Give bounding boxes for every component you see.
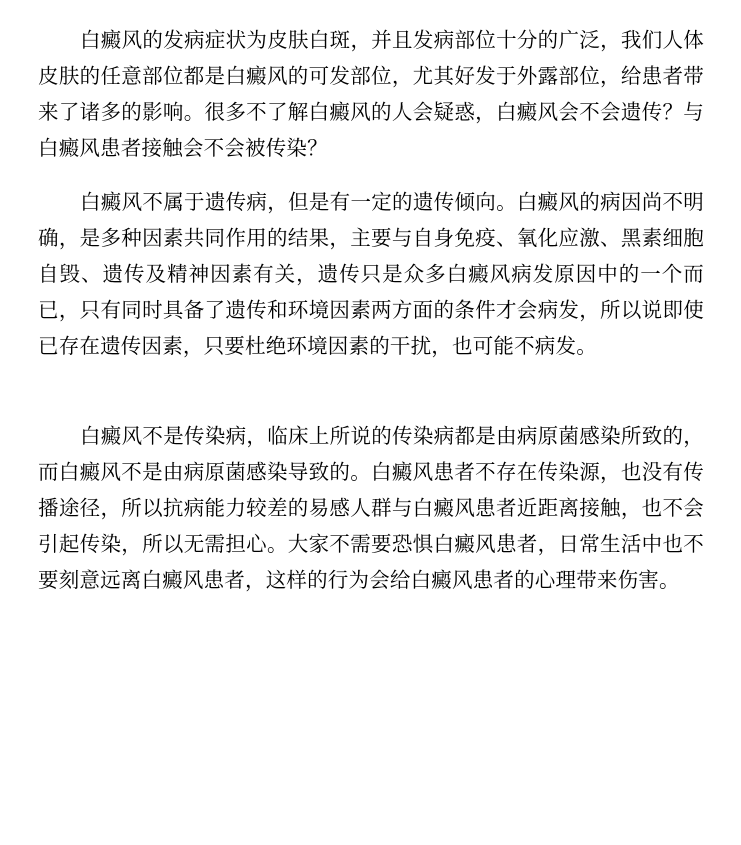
paragraph-contagion: 白癜风不是传染病，临床上所说的传染病都是由病原菌感染所致的，而白癜风不是由病原菌感染导致的。白癜风患者不存在传染源，也没有传播途径，所以抗病能力较差的易感人群与白癜风患者近距离接触，也不会引起传染，所以无需担心。大家不需要恐惧白癜风患者，日常生活中也不要刻意远离白癜风患者，这样的行为会给白癜风患者的心理带来伤害。: [38, 424, 704, 592]
paragraph-symptoms: 白癜风的发病症状为皮肤白斑，并且发病部位十分的广泛，我们人体皮肤的任意部位都是白癜风的可发部位，尤其好发于外露部位，给患者带来了诸多的影响。很多不了解白癜风的人会疑惑，白癜风会不会遗传？与白癜风患者接触会不会被传染？: [38, 28, 704, 160]
document-body: [38, 22, 704, 598]
paragraph-heredity: 白癜风不属于遗传病，但是有一定的遗传倾向。白癜风的病因尚不明确，是多种因素共同作用的结果，主要与自身免疫、氧化应激、黑素细胞自毁、遗传及精神因素有关，遗传只是众多白癜风病发原因中的一个而已，只有同时具备了遗传和环境因素两方面的条件才会病发，所以说即使已存在遗传因素，只要杜绝环境因素的干扰，也可能不病发。: [38, 190, 704, 358]
